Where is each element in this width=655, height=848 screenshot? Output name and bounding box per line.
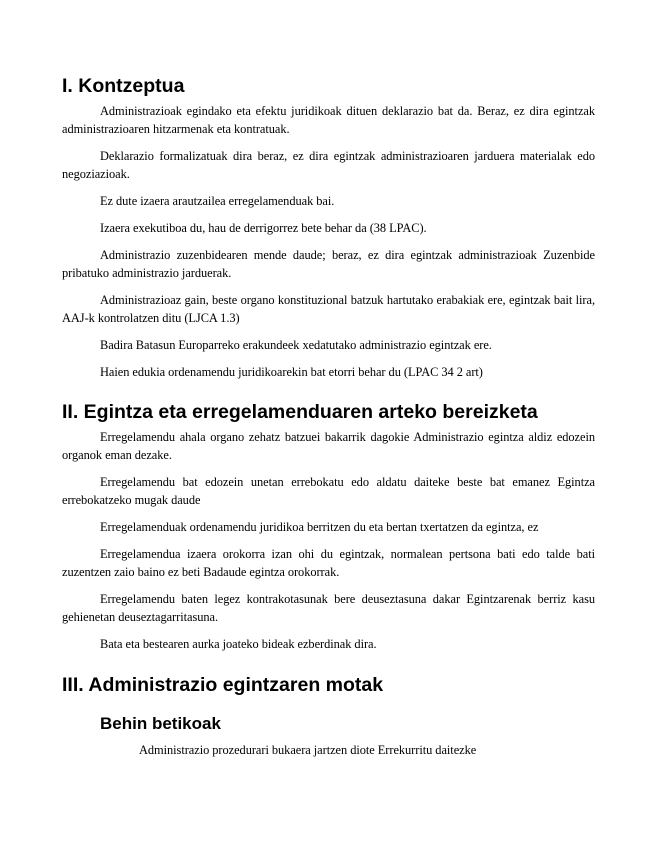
paragraph: Izaera exekutiboa du, hau de derrigorrez bete behar da (38 LPAC). [100,221,427,235]
section-heading-kontzeptua: I. Kontzeptua [62,75,185,97]
section-heading-bereizketa: II. Egintza eta erregelamenduaren arteko bereizketa [62,401,538,423]
paragraph: Administrazio zuzenbidearen mende daude; beraz, ez dira egintzak administrazioak Zuzenbide pribatuko administrazio jarduerak. [62,248,595,280]
paragraph: Erregelamendua izaera orokorra izan ohi du egintzak, normalean pertsona bati edo talde bati zuzentzen zaio baino ez beti Badaude egintza orokorrak. [62,547,595,579]
paragraph: Erregelamendu ahala organo zehatz batzuei bakarrik dagokie Administrazio egintza aldiz edozein organok eman dezake. [62,430,595,462]
paragraph: Administrazio prozedurari bukaera jartzen diote Errekurritu daitezke [139,743,477,757]
paragraph: Badira Batasun Europarreko erakundeek xedatutako administrazio egintzak ere. [100,338,492,352]
paragraph: Ez dute izaera arautzailea erregelamenduak bai. [100,194,335,208]
paragraph: Bata eta bestearen aurka joateko bideak ezberdinak dira. [100,637,377,651]
document-page [62,74,595,768]
paragraph: Erregelamenduak ordenamendu juridikoa berritzen du eta bertan txertatzen da egintza, ez [100,520,539,534]
paragraph: Deklarazio formalizatuak dira beraz, ez dira egintzak administrazioaren jarduera materialak edo negoziazioak. [62,149,595,181]
section-heading-motak: III. Administrazio egintzaren motak [62,674,384,696]
paragraph: Haien edukia ordenamendu juridikoarekin bat etorri behar du (LPAC 34 2 art) [100,365,483,379]
paragraph: Erregelamendu baten legez kontrakotasunak bere deuseztasuna dakar Egintzarenak berriz kasu gehienetan deuseztagarritasuna. [62,592,595,624]
subsection-heading-behin-betikoak: Behin betikoak [100,714,221,733]
paragraph: Administrazioaz gain, beste organo konstituzional batzuk hartutako erabakiak ere, egintzak bait lira, AAJ-k kontrolatzen ditu (LJCA 1.3) [62,293,595,325]
paragraph: Administrazioak egindako eta efektu juridikoak dituen deklarazio bat da. Beraz, ez dira egintzak administrazioaren hitzarmenak eta kontratuak. [62,104,595,136]
paragraph: Erregelamendu bat edozein unetan errebokatu edo aldatu daiteke beste bat emanez Egintza errebokatzeko mugak daude [62,475,595,507]
